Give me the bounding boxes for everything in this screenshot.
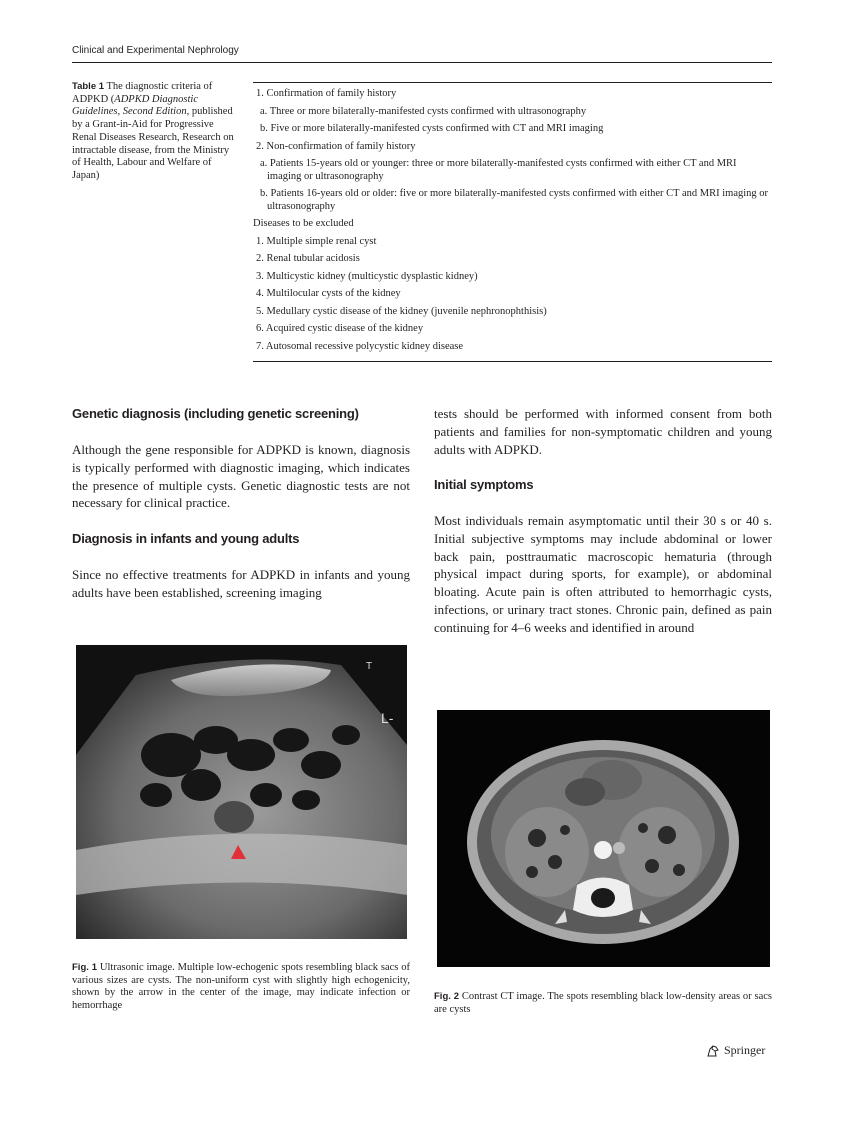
table-caption-italic: ADPKD Diagnostic Guidelines, Second Edition — [72, 93, 198, 118]
table-row: 1. Confirmation of family history — [256, 88, 397, 99]
paragraph-genetic: Although the gene responsible for ADPKD is known, diagnosis is typically performed with diagnostic imaging, which indicates the presence of multiple cysts. Genetic diagnostic tests are not necessary for clinical practice. — [72, 442, 410, 511]
figure-1-caption-text: Ultrasonic image. Multiple low-echogenic spots resembling black sacs of various sizes are cysts. The non-uniform cyst with slightly high echogenicity, shown by the arrow in the center of the image, may indicate infection or hemorrhage — [72, 962, 410, 1011]
running-head: Clinical and Experimental Nephrology — [72, 45, 239, 56]
section-heading-infants: Diagnosis in infants and young adults — [72, 531, 300, 546]
table-row: 7. Autosomal recessive polycystic kidney disease — [256, 340, 464, 352]
table-row: a. Three or more bilaterally-manifested cysts confirmed with ultrasonography — [260, 105, 587, 117]
svg-text:L-: L- — [381, 710, 394, 726]
publisher-name: Springer — [724, 1043, 766, 1057]
section-heading-genetic: Genetic diagnosis (including genetic screening) — [72, 406, 359, 421]
table-row: 6. Acquired cystic disease of the kidney — [256, 323, 424, 334]
table-row: 2. Non-confirmation of family history — [256, 140, 416, 152]
figure-1-label: Fig. 1 — [72, 962, 98, 973]
figure-2-caption — [434, 991, 772, 1016]
paragraph-symptoms: Most individuals remain asymptomatic until their 30 s or 40 s. Initial subjective symptoms may include abdominal or lower back pain, posttraumatic macroscopic hematuria (through physical impact during sports, for example), or abdominal bloating. Acute pain is often attributed to hemorrhagic cysts, infections, or urinary tract stones. Chronic pain, defined as pain continuing for 4–6 weeks and identified in around — [434, 513, 772, 635]
paragraph-continued: tests should be performed with informed consent from both patients and families for non-symptomatic children and young adults with ADPKD. — [434, 406, 772, 457]
table-row: 2. Renal tubular acidosis — [256, 253, 360, 264]
table-row: a. Patients 15-years old or younger: three or more bilaterally-manifested cysts confirmed with either CT and MRI imaging or ultrasonography — [260, 158, 737, 182]
figure-1-caption — [72, 962, 410, 1012]
table-row: 4. Multilocular cysts of the kidney — [256, 288, 401, 299]
table-caption — [72, 81, 237, 183]
publisher-logo — [706, 1043, 765, 1058]
figure-2-label: Fig. 2 — [434, 991, 460, 1002]
table-row: 5. Medullary cystic disease of the kidney (juvenile nephronophthisis) — [256, 305, 547, 317]
ct-image — [437, 710, 770, 972]
paragraph-infants: Since no effective treatments for ADPKD in infants and young adults have been established, screening imaging — [72, 567, 410, 600]
table-row: 1. Multiple simple renal cyst — [256, 235, 377, 247]
table-caption-post: , published by a Grant-in-Aid for Progressive Renal Diseases Research, Research on intractable disease, from the Ministry of Health, Labour and Welfare of Japan) — [72, 106, 234, 181]
springer-horse-icon — [706, 1044, 720, 1058]
table-label: Table 1 — [72, 81, 105, 92]
header-rule — [72, 62, 772, 63]
ultrasound-image — [76, 645, 407, 944]
table-row: b. Patients 16-years old or older: five or more bilaterally-manifested cysts confirmed with either CT and MRI imaging or ultrasonography — [260, 188, 769, 212]
section-heading-symptoms: Initial symptoms — [434, 477, 534, 492]
criteria-table — [253, 82, 772, 362]
figure-2-caption-text: Contrast CT image. The spots resembling black low-density areas or sacs are cysts — [434, 991, 773, 1015]
table-caption-pre: The diagnostic criteria of ADPKD ( — [72, 81, 213, 105]
table-row: 3. Multicystic kidney (multicystic dysplastic kidney) — [256, 270, 478, 282]
table-row: Diseases to be excluded — [253, 218, 354, 229]
svg-text:T: T — [366, 661, 373, 672]
table-row: b. Five or more bilaterally-manifested cysts confirmed with CT and MRI imaging — [260, 123, 604, 134]
